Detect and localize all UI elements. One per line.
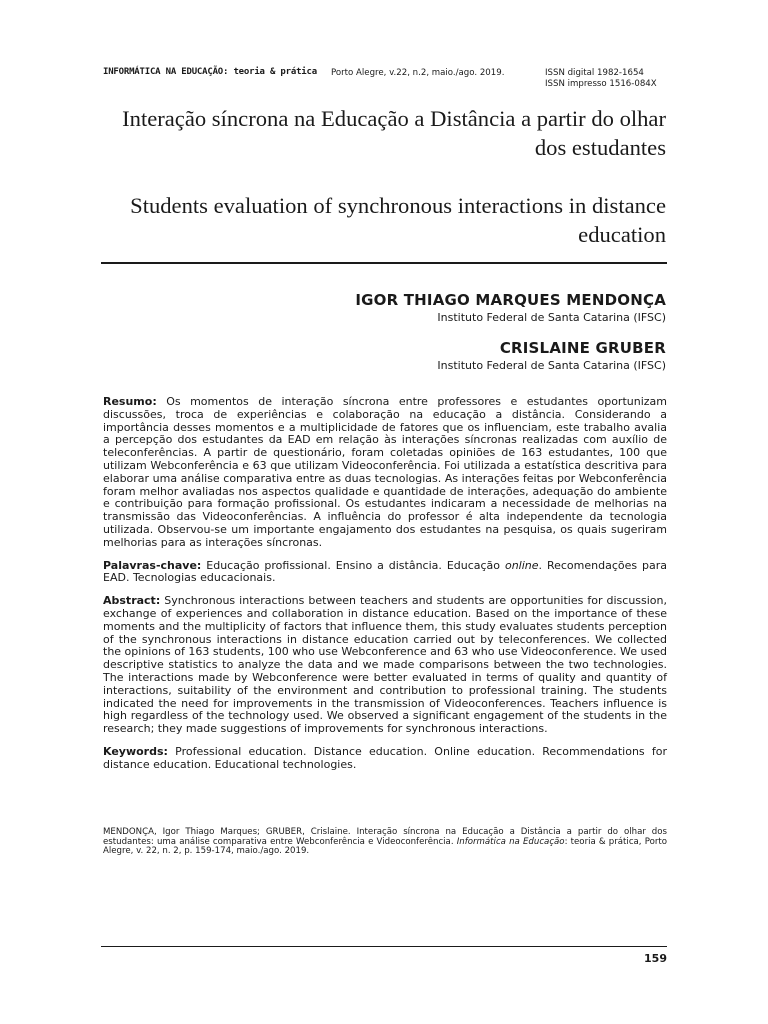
palavras-chave-text: Educação profissional. Ensino a distância. Educação (206, 558, 501, 572)
resumo-text: Os momentos de interação síncrona entre professores e estudantes oportunizam discussões, troca de experiências e colaboração na educação a distância. Considerando a importância desses momentos e a multiplicidade de fatores que os influenciam, este trabalho avalia a percepção dos estudantes da EAD em relação às interações síncronas realizadas com auxílio de teleconferências. A partir de questionário, foram coletadas opiniões de 163 estudantes, 100 que utilizam Webconferência e 63 que utilizam Videoconferência. Foi utilizada a estatística descritiva para elaborar uma análise comparativa entre as duas tecnologias. As interações feitas por Webconferência foram melhor avaliadas nos aspectos qualidade e quantidade de interações, adequação do ambiente e contribuição para formação profissional. Os estudantes indicaram a necessidade de melhorias na transmissão das Videoconferências. A influência do professor é alta independente da tecnologia utilizada. Observou-se um importante engajamento dos estudantes na pesquisa, os quais sugeriram melhorias para as interações síncronas. (103, 395, 667, 549)
title-divider (101, 262, 667, 264)
keywords-paragraph (103, 746, 667, 772)
issn-digital: ISSN digital 1982-1654 (545, 68, 644, 78)
page-number: 159 (644, 952, 667, 965)
palavras-chave-label: Palavras-chave: (103, 558, 202, 572)
citation-reference (103, 828, 667, 857)
author-block (100, 290, 666, 373)
page-header (103, 67, 668, 91)
author-2 (100, 338, 666, 373)
abstracts-section (103, 396, 667, 782)
palavras-chave-italic: online (504, 558, 539, 572)
keywords-text: Professional education. Distance education. Online education. Recommendations for distance education. Educational technologies. (103, 744, 667, 771)
author-name: CRISLAINE GRUBER (499, 339, 666, 357)
article-titles (100, 104, 666, 249)
palavras-chave-text-end: . Recomendações para EAD. Tecnologias educacionais. (103, 558, 668, 585)
author-affiliation: Instituto Federal de Santa Catarina (IFSC) (437, 311, 666, 324)
resumo-paragraph (103, 396, 667, 550)
publication-place-date: Porto Alegre, v.22, n.2, maio./ago. 2019. (331, 68, 505, 78)
journal-name: INFORMÁTICA NA EDUCAÇÃO: teoria & prática (103, 67, 317, 77)
resumo-label: Resumo: (103, 395, 157, 408)
title-english: Students evaluation of synchronous interactions in distance education (130, 193, 666, 247)
citation-text-end: : teoria & prática, Porto Alegre, v. 22, n. 2, p. 159-174, maio./ago. 2019. (103, 836, 668, 857)
abstract-paragraph (103, 595, 667, 736)
issn-block (545, 68, 657, 90)
citation-journal: Informática na Educação (456, 836, 565, 847)
author-name: IGOR THIAGO MARQUES MENDONÇA (355, 291, 666, 309)
title-portuguese: Interação síncrona na Educação a Distância a partir do olhar dos estudantes (122, 106, 666, 160)
footer-divider (101, 946, 667, 947)
palavras-chave-paragraph (103, 560, 667, 586)
author-1 (100, 290, 666, 325)
abstract-label: Abstract: (103, 594, 161, 608)
citation-text: MENDONÇA, Igor Thiago Marques; GRUBER, Crislaine. Interação síncrona na Educação a Distância a partir do olhar dos estudantes: uma análise comparativa entre Webconferência e Videoconferência. (103, 827, 667, 847)
author-affiliation: Instituto Federal de Santa Catarina (IFSC) (437, 359, 666, 372)
keywords-label: Keywords: (103, 744, 168, 758)
abstract-text: Synchronous interactions between teachers and students are opportunities for discussion, exchange of experiences and collaboration in distance education. Based on the importance of these moments and the multiplicity of factors that influence them, this study evaluates students perception of the synchronous interactions in distance education carried out by teleconferences. We collected the opinions of 163 students, 100 who use Webconference and 63 who use Videoconference. We used descriptive statistics to analyze the data and we made comparisons between the two technologies. The interactions made by Webconference were better evaluated in terms of quality and quantity of interactions, suitability of the environment and contribution to professional training. The students indicated the need for improvements in the transmission of Videoconferences. Teachers influence is high regardless of the technology used. We observed a significant engagement of the students in the research; they made suggestions of improvements for synchronous interactions. (103, 594, 668, 736)
issn-print: ISSN impresso 1516-084X (545, 79, 657, 89)
